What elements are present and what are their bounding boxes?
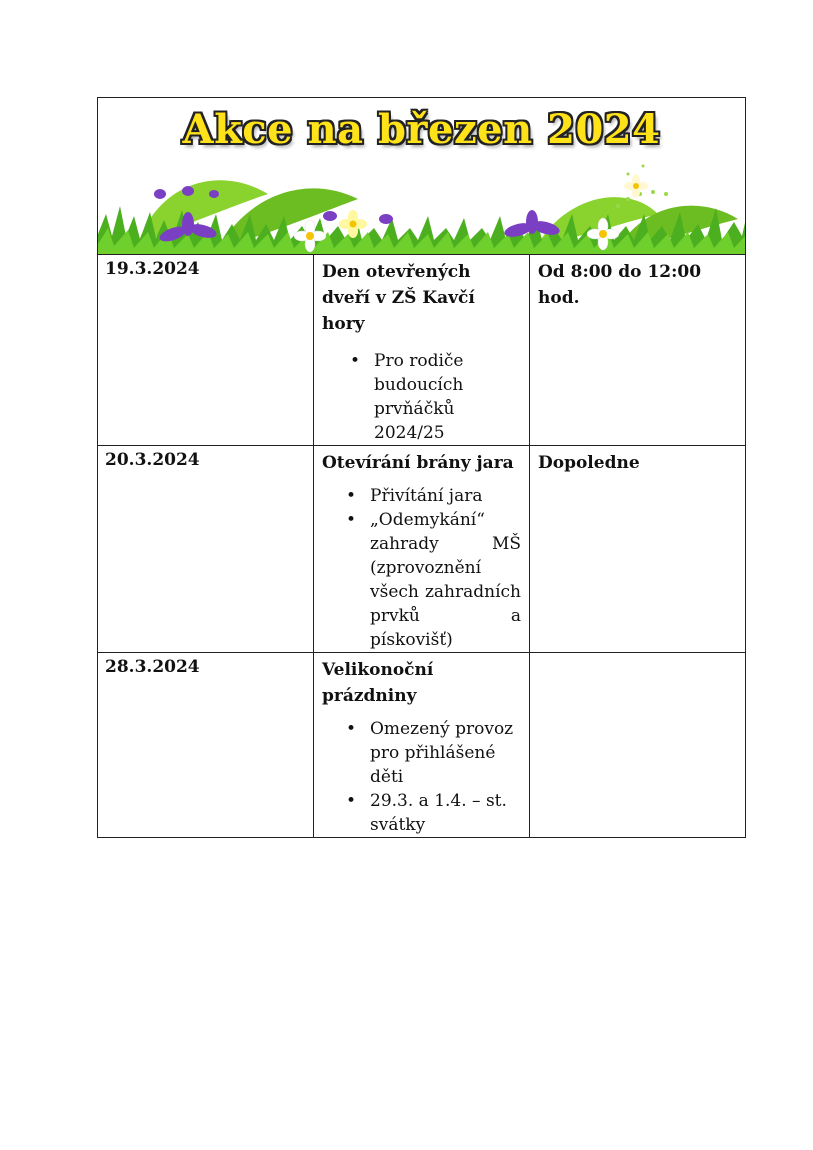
table-row [98,255,746,446]
event-time: Od 8:00 do 12:00 hod. [530,255,746,446]
event-details [314,255,530,446]
event-item-list [322,349,521,445]
event-title: Den otevřených dveří v ZŠ Kavčí hory [322,262,475,334]
event-title: Otevírání brány jara [322,453,514,473]
event-title: Velikonoční prázdniny [322,660,434,706]
table-row [98,653,746,838]
event-time [530,653,746,838]
banner [98,98,746,255]
list-item: • „Odemykání“ zahrady MŠ (zprovoznění všech zahradních prvků a pískovišť) [346,508,521,652]
page-title: Akce na březen 2024 [182,106,661,153]
list-item: • 29.3. a 1.4. – st. svátky [346,789,521,837]
event-item-list [322,484,521,652]
event-date: 19.3.2024 [98,255,314,446]
event-time: Dopoledne [530,446,746,653]
event-details [314,653,530,838]
list-item: • Omezený provoz pro přihlášené děti [346,717,521,789]
event-item-list [322,717,521,837]
list-item: • Přivítání jara [346,484,521,508]
table-row [98,446,746,653]
event-details [314,446,530,653]
list-item: • Pro rodiče budoucích prvňáčků 2024/25 [350,349,521,445]
spring-flowers-illustration [98,144,746,254]
events-table [97,97,746,838]
event-date: 28.3.2024 [98,653,314,838]
event-date: 20.3.2024 [98,446,314,653]
